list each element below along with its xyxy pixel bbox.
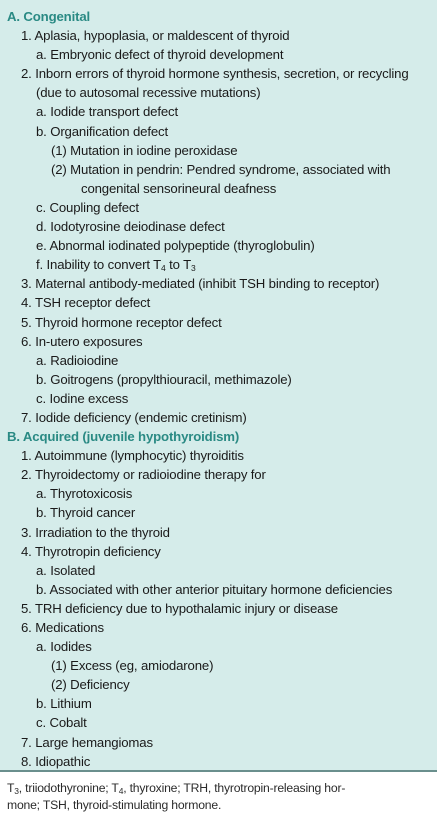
list-item: congenital sensorineural deafness xyxy=(81,180,277,196)
section-heading: A. Congenital xyxy=(7,9,91,24)
list-item: c. Iodine excess xyxy=(36,390,129,406)
list-item: 3. Irradiation to the thyroid xyxy=(21,524,170,540)
list-item: 2. Thyroidectomy or radioiodine therapy for xyxy=(21,467,266,483)
list-item: 7. Large hemangiomas xyxy=(21,734,153,750)
list-item: 6. Medications xyxy=(21,620,104,635)
list-item: e. Abnormal iodinated polypeptide (thyroglobulin) xyxy=(36,238,315,254)
list-item: 3. Maternal antibody-mediated (inhibit TSH binding to receptor) xyxy=(21,276,380,292)
list-item: b. Thyroid cancer xyxy=(36,505,136,521)
list-item: a. Iodide transport defect xyxy=(36,104,178,120)
list-item: b. Lithium xyxy=(36,696,92,712)
list-item: 2. Inborn errors of thyroid hormone synthesis, secretion, or recycling xyxy=(21,66,409,82)
list-item: c. Coupling defect xyxy=(36,199,139,215)
list-item: a. Thyrotoxicosis xyxy=(36,486,133,502)
list-item: c. Cobalt xyxy=(36,715,87,731)
list-item: 8. Idiopathic xyxy=(21,753,91,769)
list-item: 4. Thyrotropin deficiency xyxy=(21,543,161,559)
list-item: b. Organification defect xyxy=(36,123,169,139)
footnote-line-1: $T_3$, triiodothyronine; $T_4$, thyroxine; TRH, thyrotropin-releasing hor- xyxy=(7,781,346,796)
list-item: b. Associated with other anterior pituitary hormone deficiencies xyxy=(36,581,393,597)
list-item: 5. Thyroid hormone receptor defect xyxy=(21,314,222,330)
causes-list xyxy=(7,7,435,771)
list-item: a. Iodides xyxy=(36,639,92,655)
section-heading: B. Acquired (juvenile hypothyroidism) xyxy=(7,429,240,445)
list-item: (due to autosomal recessive mutations) xyxy=(36,85,261,101)
list-item: 1. Aplasia, hypoplasia, or maldescent of thyroid xyxy=(21,28,290,44)
list-item: b. Goitrogens (propylthiouracil, methimazole) xyxy=(36,371,292,387)
list-item: (1) Mutation in iodine peroxidase xyxy=(51,142,238,158)
footnote xyxy=(7,780,435,814)
list-item: a. Radioiodine xyxy=(36,352,119,368)
list-item: 7. Iodide deficiency (endemic cretinism) xyxy=(21,409,247,425)
list-item: a. Embryonic defect of thyroid development xyxy=(36,47,284,63)
footnote-line-2: mone; TSH, thyroid-stimulating hormone. xyxy=(7,798,222,812)
list-item: 6. In-utero exposures xyxy=(21,333,143,349)
list-item: (2) Mutation in pendrin: Pendred syndrome, associated with xyxy=(51,161,391,177)
list-item: (1) Excess (eg, amiodarone) xyxy=(51,658,214,674)
list-item: f. Inability to convert $T_4$ to $T_3$ xyxy=(36,257,196,274)
list-item: 4. TSH receptor defect xyxy=(21,295,151,311)
list-item: 5. TRH deficiency due to hypothalamic injury or disease xyxy=(21,600,338,616)
list-item: (2) Deficiency xyxy=(51,677,130,693)
list-item: d. Iodotyrosine deiodinase defect xyxy=(36,219,225,235)
list-item: 1. Autoimmune (lymphocytic) thyroiditis xyxy=(21,448,244,464)
list-item: a. Isolated xyxy=(36,562,96,578)
